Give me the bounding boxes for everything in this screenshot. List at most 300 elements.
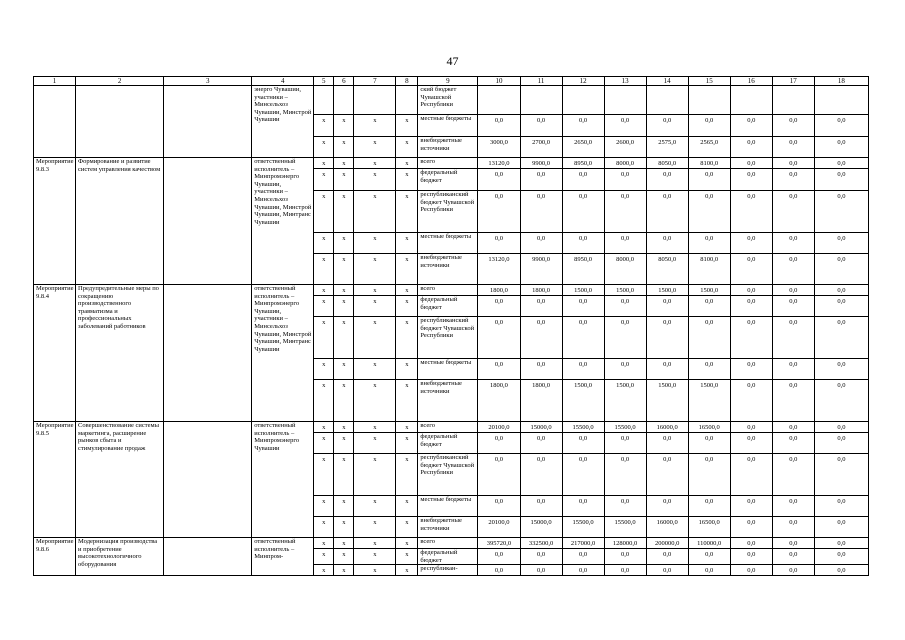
column-number-1: 1 [34, 77, 76, 86]
amount-cell: 0,0 [814, 115, 868, 137]
amount-cell: 0,0 [730, 549, 772, 565]
amount-cell: 0,0 [772, 454, 814, 496]
code-mark: x [334, 359, 354, 380]
amount-cell: 0,0 [730, 169, 772, 191]
amount-cell: 0,0 [562, 454, 604, 496]
amount-cell: 0,0 [520, 191, 562, 233]
amount-cell: 0,0 [730, 496, 772, 517]
amount-cell: 1500,0 [562, 380, 604, 422]
executor-text: ответственный исполнитель – Минпром- [252, 538, 314, 576]
amount-cell: 395720,0 [478, 538, 520, 549]
code-mark: x [314, 549, 334, 565]
amount-cell: 0,0 [772, 169, 814, 191]
code-mark: x [396, 169, 418, 191]
code-mark: x [314, 496, 334, 517]
amount-cell: 0,0 [562, 359, 604, 380]
code-mark: x [396, 433, 418, 454]
amount-cell: 15000,0 [520, 517, 562, 538]
amount-cell: 332500,0 [520, 538, 562, 549]
amount-cell: 0,0 [604, 115, 646, 137]
code-mark: x [334, 254, 354, 285]
amount-cell: 0,0 [730, 359, 772, 380]
code-mark: x [334, 115, 354, 137]
code-mark: x [314, 285, 334, 296]
amount-cell: 0,0 [814, 454, 868, 496]
amount-cell: 0,0 [814, 549, 868, 565]
amount-cell: 8950,0 [562, 158, 604, 169]
amount-cell: 0,0 [520, 549, 562, 565]
amount-cell: 0,0 [772, 549, 814, 565]
amount-cell: 0,0 [730, 454, 772, 496]
amount-cell: 0,0 [604, 496, 646, 517]
amount-cell: 200000,0 [646, 538, 688, 549]
code-mark: x [354, 317, 396, 359]
amount-cell: 0,0 [772, 137, 814, 158]
column-number-8: 8 [396, 77, 418, 86]
code-mark: x [354, 496, 396, 517]
amount-cell: 0,0 [478, 115, 520, 137]
amount-cell: 0,0 [730, 115, 772, 137]
amount-cell: 0,0 [688, 317, 730, 359]
amount-cell: 8000,0 [604, 254, 646, 285]
table-row [34, 538, 869, 549]
amount-cell: 13120,0 [478, 158, 520, 169]
amount-cell: 16500,0 [688, 422, 730, 433]
code-mark: x [314, 317, 334, 359]
code-mark: x [396, 296, 418, 317]
empty-cell [164, 86, 252, 158]
amount-cell: 0,0 [520, 496, 562, 517]
amount-cell: 9900,0 [520, 254, 562, 285]
funding-source: местные бюджеты [418, 233, 478, 254]
code-mark: x [396, 422, 418, 433]
amount-cell: 0,0 [730, 137, 772, 158]
amount-cell: 0,0 [562, 191, 604, 233]
code-mark: x [314, 433, 334, 454]
amount-cell: 2565,0 [688, 137, 730, 158]
amount-cell: 0,0 [562, 169, 604, 191]
column-number-5: 5 [314, 77, 334, 86]
code-mark: x [396, 158, 418, 169]
code-mark: x [334, 454, 354, 496]
measure-title: Предупредительные меры по сокращению производственного травматизма и профессиональных заболеваний работников [76, 285, 164, 422]
code-mark: x [396, 285, 418, 296]
column-number-4: 4 [252, 77, 314, 86]
measure-title: Модернизация производства и приобретение высокотехнологичного оборудования [76, 538, 164, 576]
amount-cell: 0,0 [772, 496, 814, 517]
column-number-15: 15 [688, 77, 730, 86]
code-mark: x [354, 254, 396, 285]
code-mark: x [354, 549, 396, 565]
amount-cell: 2600,0 [604, 137, 646, 158]
funding-source: внебюджетные источники [418, 380, 478, 422]
amount-cell: 0,0 [604, 233, 646, 254]
amount-cell: 1800,0 [520, 285, 562, 296]
amount-cell: 0,0 [772, 191, 814, 233]
amount-cell: 0,0 [772, 296, 814, 317]
column-number-18: 18 [814, 77, 868, 86]
amount-cell: 1500,0 [646, 285, 688, 296]
amount-cell: 0,0 [520, 454, 562, 496]
amount-cell: 20100,0 [478, 517, 520, 538]
amount-cell: 0,0 [646, 359, 688, 380]
amount-cell: 1500,0 [646, 380, 688, 422]
amount-cell: 0,0 [730, 158, 772, 169]
code-mark: x [334, 191, 354, 233]
code-mark: x [396, 137, 418, 158]
amount-cell: 16500,0 [688, 517, 730, 538]
code-mark: x [334, 549, 354, 565]
code-mark: x [314, 115, 334, 137]
code-mark: x [396, 359, 418, 380]
code-mark: x [354, 454, 396, 496]
amount-cell: 0,0 [604, 565, 646, 576]
funding-source: внебюджетные источники [418, 137, 478, 158]
funding-source: всего [418, 538, 478, 549]
amount-cell: 0,0 [646, 549, 688, 565]
amount-cell: 0,0 [688, 115, 730, 137]
column-number-14: 14 [646, 77, 688, 86]
amount-cell: 0,0 [730, 233, 772, 254]
amount-cell: 1800,0 [520, 380, 562, 422]
amount-cell: 2700,0 [520, 137, 562, 158]
amount-cell: 0,0 [814, 158, 868, 169]
funding-source: всего [418, 285, 478, 296]
code-mark: x [334, 158, 354, 169]
table-row [34, 158, 869, 169]
amount-cell: 0,0 [730, 191, 772, 233]
column-number-11: 11 [520, 77, 562, 86]
amount-cell: 0,0 [478, 317, 520, 359]
code-mark [396, 86, 418, 115]
code-mark: x [314, 380, 334, 422]
amount-cell: 0,0 [478, 549, 520, 565]
code-mark: x [314, 233, 334, 254]
amount-cell: 15500,0 [562, 422, 604, 433]
page-number: 47 [446, 54, 459, 68]
code-mark: x [314, 359, 334, 380]
amount-cell: 0,0 [814, 317, 868, 359]
amount-cell: 0,0 [520, 359, 562, 380]
amount-cell: 0,0 [688, 233, 730, 254]
amount-cell: 0,0 [814, 422, 868, 433]
amount-cell: 0,0 [562, 496, 604, 517]
amount-cell: 0,0 [730, 538, 772, 549]
amount-cell: 0,0 [478, 191, 520, 233]
code-mark: x [314, 517, 334, 538]
funding-source: федеральный бюджет [418, 169, 478, 191]
code-mark: x [334, 433, 354, 454]
amount-cell: 0,0 [478, 433, 520, 454]
amount-cell: 16000,0 [646, 422, 688, 433]
amount-cell: 0,0 [730, 317, 772, 359]
code-mark: x [396, 317, 418, 359]
code-mark: x [314, 137, 334, 158]
code-mark: x [354, 191, 396, 233]
amount-cell: 0,0 [478, 169, 520, 191]
measure-id: Мероприятие 9.8.4 [34, 285, 76, 422]
amount-cell [562, 86, 604, 115]
amount-cell: 0,0 [646, 454, 688, 496]
amount-cell: 0,0 [772, 422, 814, 433]
code-mark: x [396, 233, 418, 254]
code-mark: x [396, 538, 418, 549]
amount-cell: 0,0 [646, 317, 688, 359]
amount-cell [688, 86, 730, 115]
amount-cell: 20100,0 [478, 422, 520, 433]
measure-title: Формирование и развитие систем управления качеством [76, 158, 164, 285]
amount-cell: 0,0 [604, 296, 646, 317]
empty-cell [164, 422, 252, 538]
amount-cell: 0,0 [646, 565, 688, 576]
code-mark: x [396, 517, 418, 538]
amount-cell: 110000,0 [688, 538, 730, 549]
code-mark: x [334, 285, 354, 296]
code-mark: x [396, 380, 418, 422]
table-row [34, 86, 869, 115]
amount-cell: 0,0 [646, 496, 688, 517]
empty-cell [164, 158, 252, 285]
code-mark: x [334, 538, 354, 549]
amount-cell: 0,0 [562, 433, 604, 454]
measure-id [34, 86, 76, 158]
amount-cell: 0,0 [562, 317, 604, 359]
column-number-7: 7 [354, 77, 396, 86]
amount-cell: 0,0 [688, 169, 730, 191]
code-mark: x [354, 115, 396, 137]
code-mark: x [334, 380, 354, 422]
executor-text: ответственный исполнитель – Минпромэнерго Чувашии, участники – Минсельхоз Чувашии, Минстрой Чувашии, Минтранс Чувашии [252, 158, 314, 285]
funding-source: федеральный бюджет [418, 433, 478, 454]
amount-cell: 2575,0 [646, 137, 688, 158]
amount-cell: 8100,0 [688, 158, 730, 169]
table-row [34, 422, 869, 433]
amount-cell: 0,0 [562, 296, 604, 317]
amount-cell: 0,0 [772, 233, 814, 254]
amount-cell: 0,0 [772, 158, 814, 169]
amount-cell: 0,0 [730, 254, 772, 285]
amount-cell: 0,0 [646, 115, 688, 137]
column-number-2: 2 [76, 77, 164, 86]
funding-source: местные бюджеты [418, 359, 478, 380]
amount-cell: 0,0 [688, 496, 730, 517]
amount-cell: 0,0 [688, 359, 730, 380]
measure-title [76, 86, 164, 158]
code-mark: x [314, 169, 334, 191]
code-mark: x [396, 115, 418, 137]
amount-cell: 0,0 [520, 169, 562, 191]
code-mark: x [396, 549, 418, 565]
amount-cell: 1500,0 [562, 285, 604, 296]
amount-cell: 0,0 [772, 380, 814, 422]
amount-cell: 0,0 [814, 359, 868, 380]
amount-cell: 0,0 [520, 433, 562, 454]
amount-cell: 8050,0 [646, 254, 688, 285]
amount-cell: 8000,0 [604, 158, 646, 169]
code-mark: x [354, 359, 396, 380]
amount-cell: 0,0 [520, 233, 562, 254]
amount-cell: 0,0 [730, 296, 772, 317]
amount-cell: 1800,0 [478, 380, 520, 422]
column-number-17: 17 [772, 77, 814, 86]
code-mark: x [334, 496, 354, 517]
column-number-13: 13 [604, 77, 646, 86]
empty-cell [164, 538, 252, 576]
column-number-12: 12 [562, 77, 604, 86]
amount-cell: 1500,0 [688, 285, 730, 296]
column-number-3: 3 [164, 77, 252, 86]
amount-cell [604, 86, 646, 115]
amount-cell: 0,0 [772, 285, 814, 296]
code-mark: x [334, 169, 354, 191]
amount-cell: 0,0 [604, 454, 646, 496]
amount-cell: 0,0 [520, 317, 562, 359]
table-row [34, 285, 869, 296]
amount-cell: 0,0 [520, 565, 562, 576]
amount-cell: 0,0 [604, 169, 646, 191]
amount-cell: 0,0 [562, 565, 604, 576]
amount-cell: 0,0 [520, 115, 562, 137]
executor-text: ответственный исполнитель – Минпромэнерго Чувашии [252, 422, 314, 538]
column-number-6: 6 [334, 77, 354, 86]
amount-cell: 0,0 [814, 496, 868, 517]
amount-cell: 0,0 [814, 433, 868, 454]
amount-cell: 0,0 [772, 115, 814, 137]
amount-cell: 0,0 [814, 191, 868, 233]
amount-cell: 0,0 [562, 233, 604, 254]
amount-cell [814, 86, 868, 115]
amount-cell: 0,0 [772, 317, 814, 359]
amount-cell: 0,0 [814, 380, 868, 422]
budget-table [33, 76, 869, 576]
amount-cell: 15500,0 [604, 517, 646, 538]
code-mark: x [314, 158, 334, 169]
amount-cell: 1500,0 [688, 380, 730, 422]
code-mark [354, 86, 396, 115]
amount-cell: 0,0 [814, 538, 868, 549]
amount-cell: 9900,0 [520, 158, 562, 169]
code-mark: x [334, 422, 354, 433]
code-mark: x [396, 254, 418, 285]
amount-cell [730, 86, 772, 115]
amount-cell: 0,0 [562, 549, 604, 565]
code-mark: x [314, 191, 334, 233]
amount-cell: 0,0 [604, 433, 646, 454]
amount-cell: 1500,0 [604, 285, 646, 296]
amount-cell: 0,0 [730, 565, 772, 576]
column-number-16: 16 [730, 77, 772, 86]
amount-cell: 0,0 [772, 517, 814, 538]
amount-cell [772, 86, 814, 115]
amount-cell: 0,0 [646, 191, 688, 233]
code-mark: x [314, 454, 334, 496]
amount-cell: 8950,0 [562, 254, 604, 285]
code-mark: x [314, 538, 334, 549]
code-mark: x [314, 565, 334, 576]
amount-cell: 0,0 [772, 538, 814, 549]
code-mark: x [334, 565, 354, 576]
amount-cell: 0,0 [730, 285, 772, 296]
funding-source: всего [418, 422, 478, 433]
code-mark: x [334, 296, 354, 317]
code-mark: x [354, 565, 396, 576]
amount-cell: 1500,0 [604, 380, 646, 422]
amount-cell: 0,0 [478, 359, 520, 380]
amount-cell: 0,0 [772, 359, 814, 380]
funding-source: всего [418, 158, 478, 169]
amount-cell: 0,0 [604, 191, 646, 233]
code-mark [334, 86, 354, 115]
amount-cell: 0,0 [730, 422, 772, 433]
amount-cell: 1800,0 [478, 285, 520, 296]
code-mark: x [396, 191, 418, 233]
funding-source: республиканский бюджет Чувашской Республики [418, 191, 478, 233]
executor-text: энерго Чувашии, участники – Минсельхоз Чувашии, Минстрой Чувашии [252, 86, 314, 158]
funding-source: республиканский бюджет Чувашской Республики [418, 317, 478, 359]
amount-cell: 0,0 [478, 565, 520, 576]
amount-cell [478, 86, 520, 115]
amount-cell: 0,0 [688, 296, 730, 317]
amount-cell [520, 86, 562, 115]
amount-cell: 0,0 [646, 233, 688, 254]
header-row [34, 77, 869, 86]
amount-cell: 0,0 [814, 517, 868, 538]
code-mark: x [354, 158, 396, 169]
amount-cell: 0,0 [562, 115, 604, 137]
funding-source: местные бюджеты [418, 496, 478, 517]
empty-cell [164, 285, 252, 422]
amount-cell: 0,0 [688, 549, 730, 565]
funding-source: внебюджетные источники [418, 254, 478, 285]
amount-cell: 0,0 [814, 254, 868, 285]
amount-cell: 3000,0 [478, 137, 520, 158]
amount-cell: 0,0 [688, 191, 730, 233]
code-mark: x [334, 233, 354, 254]
funding-source: федеральный бюджет [418, 296, 478, 317]
funding-source: федеральный бюджет [418, 549, 478, 565]
measure-id: Мероприятие 9.8.5 [34, 422, 76, 538]
amount-cell: 0,0 [646, 169, 688, 191]
code-mark: x [396, 496, 418, 517]
amount-cell: 0,0 [478, 296, 520, 317]
funding-source: республикан- [418, 565, 478, 576]
code-mark: x [354, 380, 396, 422]
code-mark: x [354, 538, 396, 549]
amount-cell: 0,0 [814, 137, 868, 158]
amount-cell: 0,0 [604, 549, 646, 565]
amount-cell: 0,0 [814, 233, 868, 254]
amount-cell: 217000,0 [562, 538, 604, 549]
amount-cell: 15500,0 [604, 422, 646, 433]
amount-cell: 0,0 [730, 380, 772, 422]
code-mark: x [354, 433, 396, 454]
amount-cell: 13120,0 [478, 254, 520, 285]
code-mark: x [334, 317, 354, 359]
code-mark: x [354, 233, 396, 254]
amount-cell: 8050,0 [646, 158, 688, 169]
code-mark: x [314, 422, 334, 433]
amount-cell: 0,0 [772, 433, 814, 454]
amount-cell: 0,0 [730, 517, 772, 538]
amount-cell: 0,0 [646, 296, 688, 317]
amount-cell: 0,0 [688, 565, 730, 576]
code-mark: x [314, 254, 334, 285]
amount-cell: 15000,0 [520, 422, 562, 433]
amount-cell: 2650,0 [562, 137, 604, 158]
amount-cell: 0,0 [478, 496, 520, 517]
code-mark: x [354, 296, 396, 317]
funding-source: местные бюджеты [418, 115, 478, 137]
